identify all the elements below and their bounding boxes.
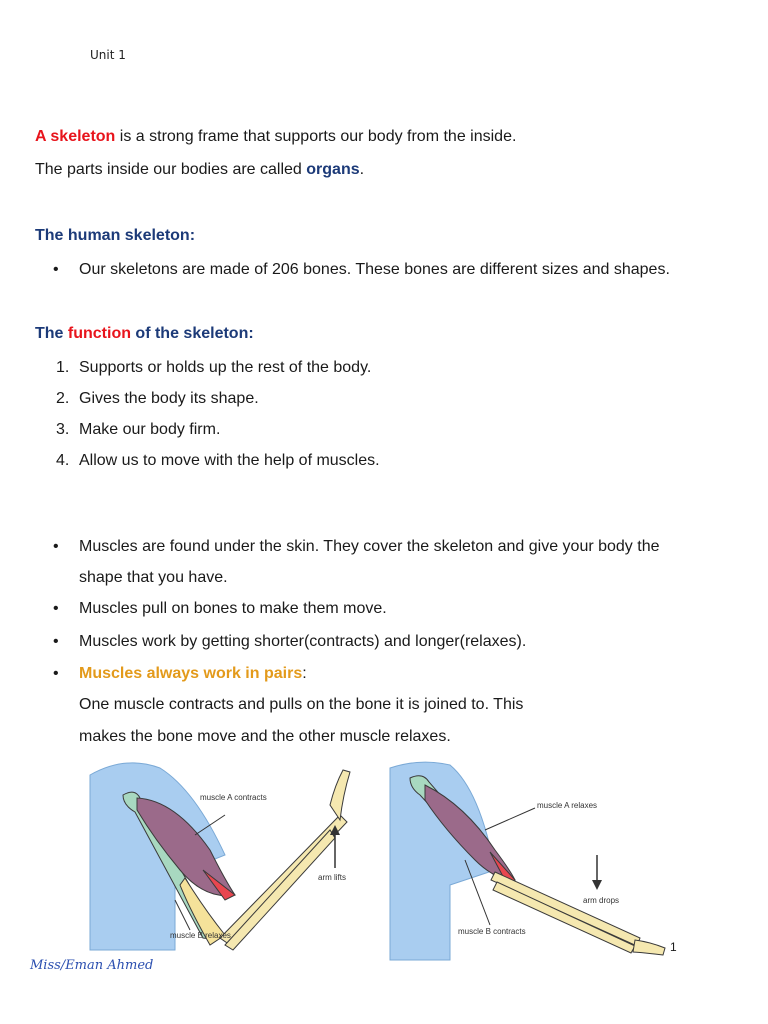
organs-sentence [35,160,364,180]
label-a-pointer [485,808,535,830]
function-item-number: 1. [56,359,70,376]
label-arm-drops: arm drops [583,896,620,905]
function-heading-word: function [67,325,131,342]
hand-bones [633,940,665,955]
pairs-text-line1: One muscle contracts and pulls on the bone it is joined to. This [79,696,524,713]
pairs-colon: : [302,665,307,682]
bullet-marker [53,260,59,280]
label-muscle-a-contracts: muscle A contracts [200,793,267,802]
organs-suffix: . [359,161,365,178]
organs-prefix: The parts inside our bodies are called [35,161,307,178]
muscles-contract-text: Muscles work by getting shorter(contracts) and longer(relaxes). [79,633,527,650]
arm-drops-diagram [385,760,690,970]
function-item-text: Make our body firm. [79,421,221,438]
function-item-text: Gives the body its shape. [79,390,259,407]
arm-lifts-diagram [85,760,375,960]
arrow-down-icon [592,880,602,890]
skeleton-term: A skeleton [35,128,116,145]
function-item-number: 3. [56,421,70,438]
bullet-marker [53,537,59,557]
label-muscle-b-relaxes: muscle B relaxes [170,931,231,940]
label-muscle-b-contracts: muscle B contracts [458,927,526,936]
bullet-marker [53,599,59,619]
pairs-heading-text: Muscles always work in pairs [79,665,303,682]
organs-term: organs [306,161,360,178]
muscles-skin-text-line2: shape that you have. [79,569,228,586]
function-heading [35,324,254,344]
unit-header: Unit 1 [90,48,126,62]
page-number: 1 [670,940,677,954]
forearm-bone-2 [493,882,635,953]
bones-count-text: Our skeletons are made of 206 bones. These bones are different sizes and shapes. [79,261,670,278]
skeleton-definition-text: is a strong frame that supports our body from the inside. [115,128,517,145]
muscles-skin-text-line1: Muscles are found under the skin. They cover the skeleton and give your body the [79,538,660,555]
function-item-text: Supports or holds up the rest of the body. [79,359,372,376]
function-item-number: 2. [56,390,70,407]
pairs-text-line2: makes the bone move and the other muscle relaxes. [79,728,451,745]
label-muscle-a-relaxes: muscle A relaxes [537,801,598,810]
bullet-marker [53,632,59,652]
label-arm-lifts: arm lifts [318,873,346,882]
muscles-pull-text: Muscles pull on bones to make them move. [79,600,387,617]
pairs-heading [79,664,307,684]
function-item-number: 4. [56,452,70,469]
function-heading-part1: The [35,325,68,342]
skeleton-definition [35,127,516,147]
function-heading-part3: of the skeleton: [130,325,254,342]
function-item-text: Allow us to move with the help of muscles. [79,452,380,469]
forearm-bone-2 [225,830,335,950]
hand-bones [330,770,350,820]
footer-signature: Miss/Eman Ahmed [30,958,154,973]
bullet-marker [53,664,59,684]
human-skeleton-heading: The human skeleton: [35,227,196,244]
